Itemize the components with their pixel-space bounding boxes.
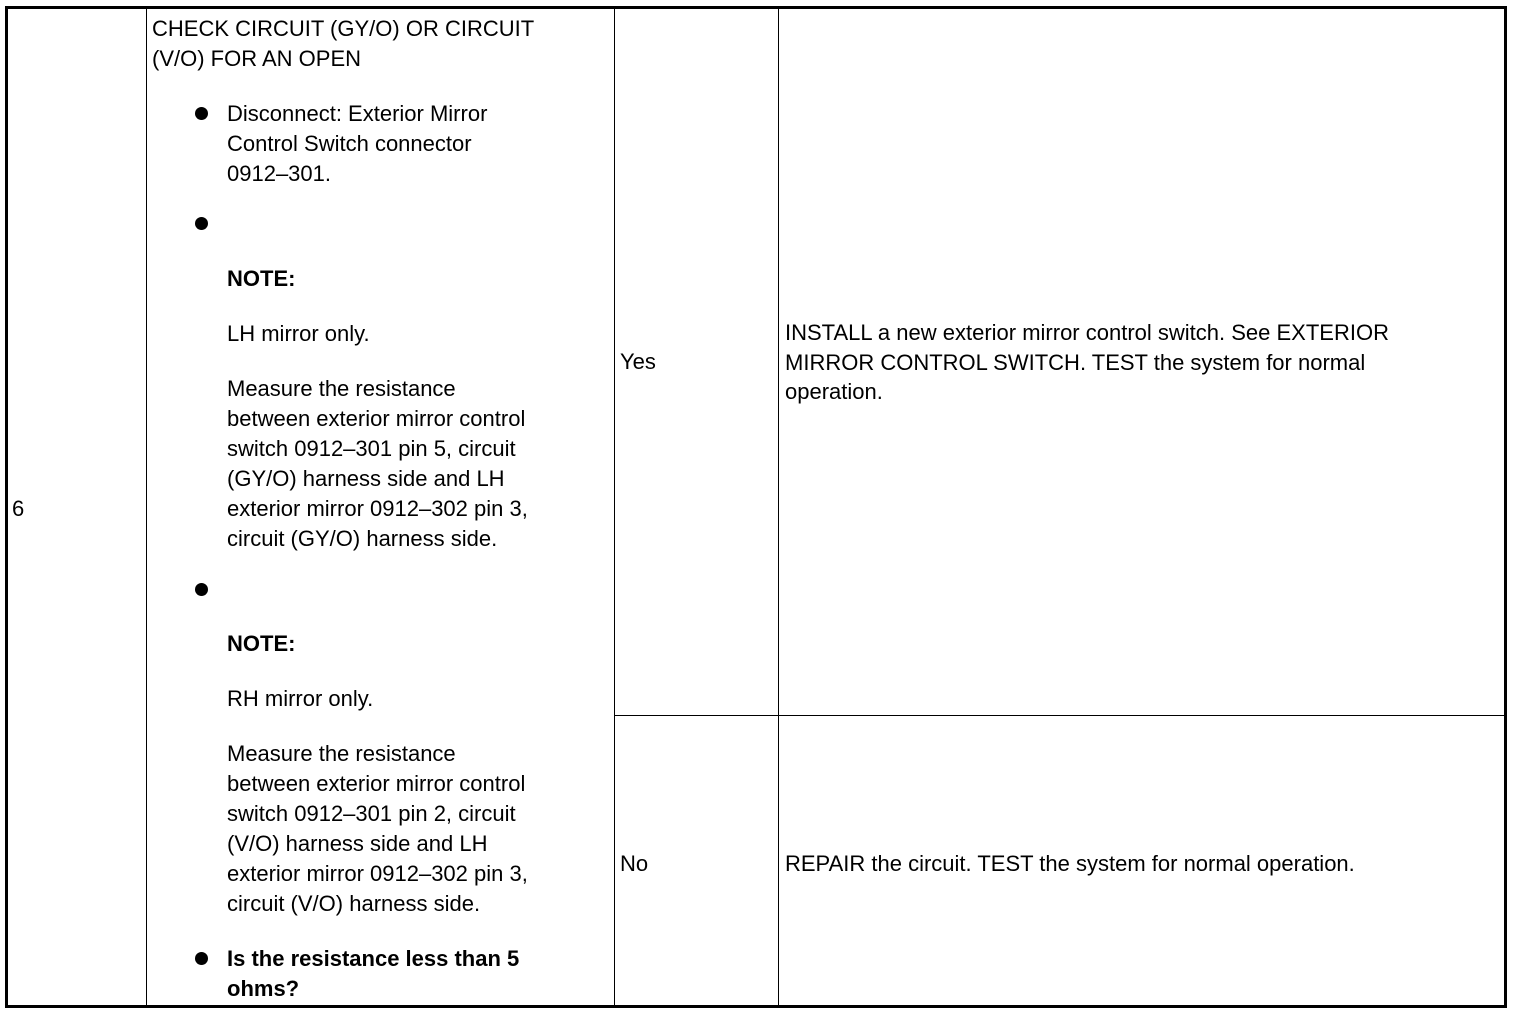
action-line: INSTALL a new exterior mirror control switch. See EXTERIOR <box>785 320 1389 345</box>
measure-line: circuit (V/O) harness side. <box>227 891 481 916</box>
disconnect-line: 0912–301. <box>227 161 331 186</box>
measure-line: Measure the resistance <box>227 376 456 401</box>
note-heading: NOTE: <box>227 631 296 656</box>
step-number: 6 <box>12 496 25 521</box>
question-line: ohms? <box>227 976 300 1001</box>
measure-line: exterior mirror 0912–302 pin 3, <box>227 861 528 886</box>
measure-line: switch 0912–301 pin 2, circuit <box>227 801 516 826</box>
measure-line: between exterior mirror control <box>227 771 526 796</box>
note-text: LH mirror only. <box>227 321 370 346</box>
measure-line: circuit (GY/O) harness side. <box>227 526 498 551</box>
measure-line: (V/O) harness side and LH <box>227 831 488 856</box>
action-line: MIRROR CONTROL SWITCH. TEST the system for normal <box>785 350 1366 375</box>
bullet-icon <box>195 217 208 230</box>
measure-line: switch 0912–301 pin 5, circuit <box>227 436 516 461</box>
measure-line: between exterior mirror control <box>227 406 526 431</box>
answer-no: No <box>620 851 649 876</box>
column-divider <box>778 9 779 1005</box>
step-title-line: CHECK CIRCUIT (GY/O) OR CIRCUIT <box>152 16 535 41</box>
bullet-icon <box>195 583 208 596</box>
bullet-icon <box>195 952 208 965</box>
note-text: RH mirror only. <box>227 686 374 711</box>
measure-line: (GY/O) harness side and LH <box>227 466 505 491</box>
disconnect-line: Disconnect: Exterior Mirror <box>227 101 488 126</box>
measure-line: exterior mirror 0912–302 pin 3, <box>227 496 528 521</box>
measure-line: Measure the resistance <box>227 741 456 766</box>
row-divider <box>614 715 1504 716</box>
column-divider <box>614 9 615 1005</box>
action-line: REPAIR the circuit. TEST the system for normal operation. <box>785 851 1355 876</box>
action-line: operation. <box>785 379 883 404</box>
step-title-line: (V/O) FOR AN OPEN <box>152 46 362 71</box>
question-line: Is the resistance less than 5 <box>227 946 520 971</box>
bullet-icon <box>195 107 208 120</box>
column-divider <box>146 9 147 1005</box>
disconnect-line: Control Switch connector <box>227 131 472 156</box>
note-heading: NOTE: <box>227 266 296 291</box>
answer-yes: Yes <box>620 349 656 374</box>
